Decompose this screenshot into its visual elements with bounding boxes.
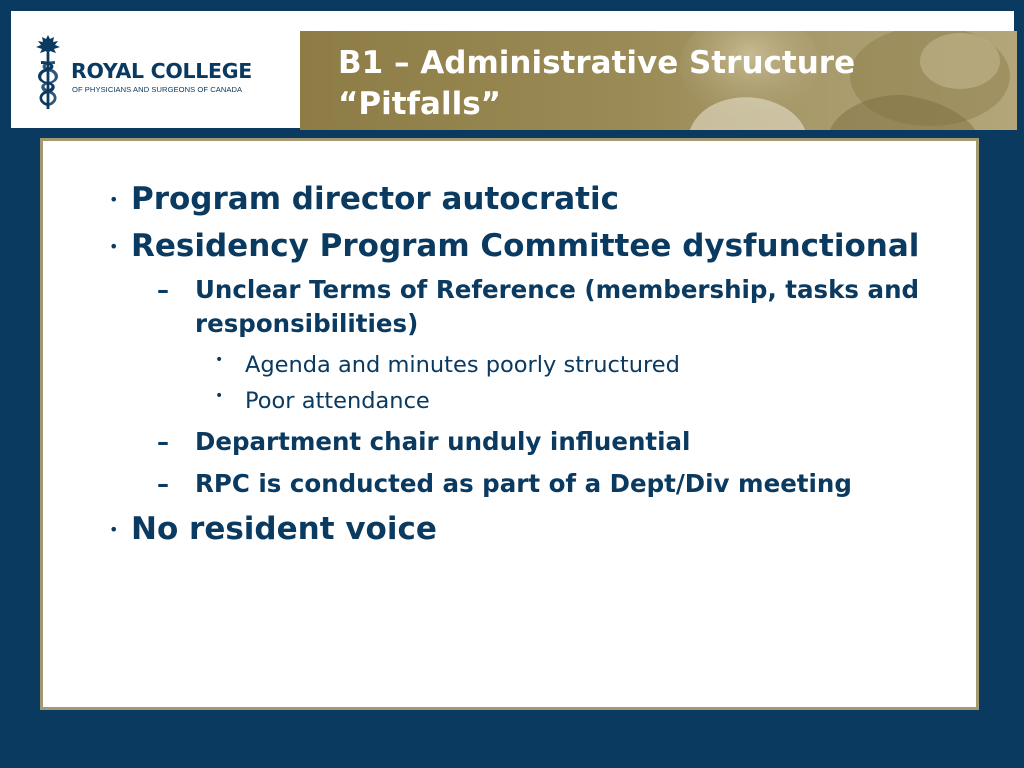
sub-bullet-text: RPC is conducted as part of a Dept/Div meeting [195, 469, 852, 498]
list-item [105, 226, 945, 501]
bullet-text: No resident voice [131, 511, 437, 547]
sub-bullet-text: Department chair unduly influential [195, 427, 691, 456]
sub-sub-list [195, 349, 945, 417]
sub-list [131, 273, 945, 501]
logo-subtitle: OF PHYSICIANS AND SURGEONS OF CANADA [72, 85, 243, 94]
slide-title-line-1: B1 – Administrative Structure [338, 45, 856, 81]
list-item [105, 509, 945, 550]
sub-list-item [131, 273, 945, 417]
bullet-icon: • [109, 237, 119, 256]
dash-icon: – [157, 470, 169, 498]
caduceus-icon [33, 35, 63, 111]
bullet-text: Residency Program Committee dysfunctional [131, 228, 920, 264]
bullet-icon: • [109, 520, 119, 539]
sub-sub-bullet-text: Poor attendance [245, 388, 430, 414]
sub-sub-list-item [195, 385, 945, 417]
bullet-icon: • [215, 352, 224, 368]
bullet-text: Program director autocratic [131, 181, 620, 217]
logo-name: ROYAL COLLEGE [71, 59, 252, 83]
sub-sub-bullet-text: Agenda and minutes poorly structured [245, 352, 680, 378]
list-item [105, 179, 945, 220]
sub-list-item [131, 467, 945, 501]
dash-icon: – [157, 276, 169, 304]
sub-list-item [131, 425, 945, 459]
royal-college-logo [33, 33, 283, 113]
sub-sub-list-item [195, 349, 945, 381]
bullet-list [105, 179, 945, 556]
title-banner [300, 31, 1017, 130]
bullet-icon: • [215, 388, 224, 404]
bullet-icon: • [109, 190, 119, 209]
slide-title [338, 43, 855, 125]
sub-bullet-text: Unclear Terms of Reference (membership, tasks and responsibilities) [195, 275, 920, 338]
slide-title-line-2: “Pitfalls” [338, 86, 502, 122]
slide-header [11, 11, 1014, 128]
content-box [40, 138, 979, 710]
dash-icon: – [157, 428, 169, 456]
